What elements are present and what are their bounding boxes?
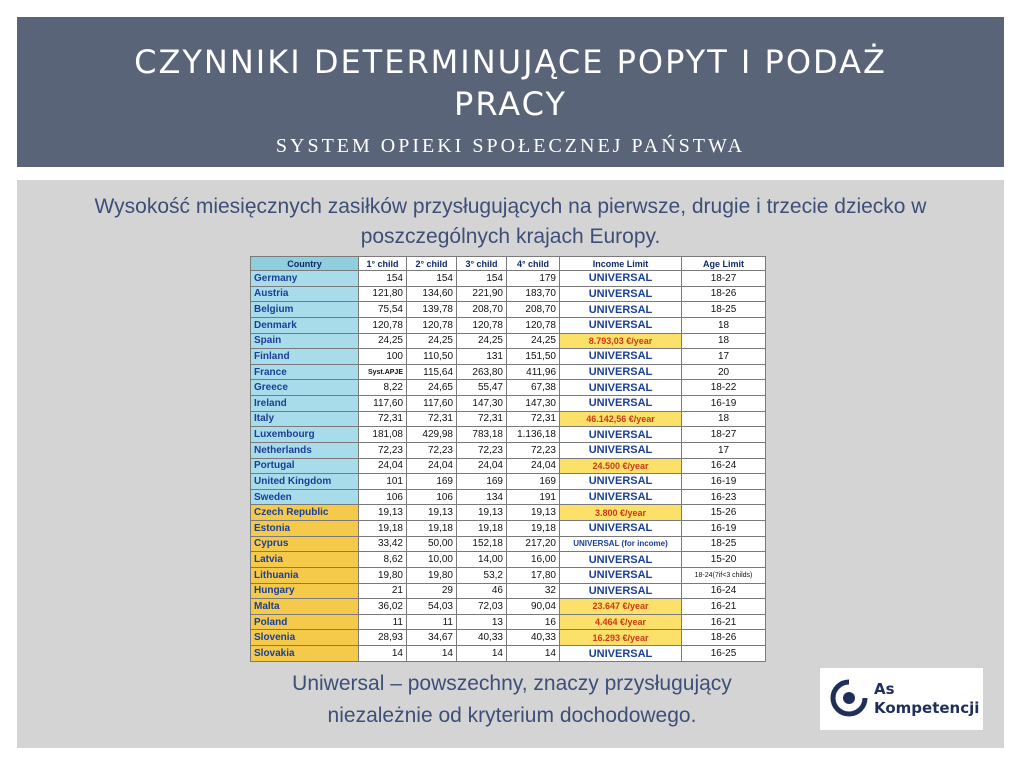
cell-income-limit: UNIVERSAL [560, 364, 682, 380]
cell-child-1: 28,93 [359, 630, 407, 646]
cell-child-2: 106 [407, 489, 457, 505]
cell-age-limit: 16-23 [682, 489, 766, 505]
cell-child-3: 152,18 [457, 536, 507, 552]
cell-country: Slovakia [251, 646, 359, 662]
cell-age-limit: 16-24 [682, 583, 766, 599]
header-age-limit: Age Limit [682, 257, 766, 271]
cell-child-3: 19,18 [457, 521, 507, 537]
cell-income-limit: 46.142,56 €/year [560, 411, 682, 427]
cell-child-2: 19,80 [407, 567, 457, 583]
cell-country: United Kingdom [251, 474, 359, 490]
logo-line-1: As [874, 680, 895, 698]
cell-child-4: 147,30 [507, 396, 560, 412]
cell-child-3: 24,25 [457, 333, 507, 349]
cell-child-1: 19,13 [359, 505, 407, 521]
cell-child-4: 40,33 [507, 630, 560, 646]
cell-child-2: 115,64 [407, 364, 457, 380]
cell-child-4: 208,70 [507, 302, 560, 318]
cell-country: Sweden [251, 489, 359, 505]
cell-child-1: 100 [359, 349, 407, 365]
cell-child-2: 24,04 [407, 458, 457, 474]
cell-child-3: 40,33 [457, 630, 507, 646]
cell-age-limit: 18-27 [682, 271, 766, 287]
cell-child-4: 169 [507, 474, 560, 490]
cell-child-1: 8,62 [359, 552, 407, 568]
cell-child-4: 1.136,18 [507, 427, 560, 443]
table-row [251, 458, 766, 474]
cell-child-1: Syst.APJE [359, 364, 407, 380]
cell-child-2: 29 [407, 583, 457, 599]
cell-child-1: 120,78 [359, 317, 407, 333]
cell-child-3: 263,80 [457, 364, 507, 380]
cell-income-limit: UNIVERSAL (for income) [560, 536, 682, 552]
cell-child-4: 191 [507, 489, 560, 505]
table-row [251, 302, 766, 318]
cell-country: Hungary [251, 583, 359, 599]
cell-child-2: 50,00 [407, 536, 457, 552]
cell-child-4: 19,18 [507, 521, 560, 537]
table-row [251, 364, 766, 380]
cell-income-limit: UNIVERSAL [560, 442, 682, 458]
cell-country: Greece [251, 380, 359, 396]
table-row [251, 505, 766, 521]
cell-country: Finland [251, 349, 359, 365]
cell-child-4: 32 [507, 583, 560, 599]
cell-age-limit: 18-26 [682, 286, 766, 302]
cell-child-1: 21 [359, 583, 407, 599]
benefits-table [250, 256, 766, 662]
cell-child-3: 154 [457, 271, 507, 287]
cell-child-2: 72,31 [407, 411, 457, 427]
table-row [251, 599, 766, 615]
cell-child-2: 19,13 [407, 505, 457, 521]
cell-age-limit: 18-22 [682, 380, 766, 396]
cell-child-2: 72,23 [407, 442, 457, 458]
cell-child-3: 169 [457, 474, 507, 490]
cell-income-limit: UNIVERSAL [560, 271, 682, 287]
footnote-text: Uniwersal – powszechny, znaczy przysługujący niezależnie od kryterium dochodowego. [292, 672, 732, 727]
cell-child-3: 72,23 [457, 442, 507, 458]
cell-child-3: 19,13 [457, 505, 507, 521]
slide-title [17, 41, 1004, 125]
cell-child-3: 134 [457, 489, 507, 505]
cell-country: Estonia [251, 521, 359, 537]
cell-child-1: 14 [359, 646, 407, 662]
table-row [251, 317, 766, 333]
cell-country: Slovenia [251, 630, 359, 646]
cell-child-2: 19,18 [407, 521, 457, 537]
cell-income-limit: UNIVERSAL [560, 567, 682, 583]
cell-child-1: 8,22 [359, 380, 407, 396]
cell-child-3: 14,00 [457, 552, 507, 568]
table-row [251, 271, 766, 287]
cell-child-4: 72,23 [507, 442, 560, 458]
cell-child-4: 183,70 [507, 286, 560, 302]
cell-child-1: 75,54 [359, 302, 407, 318]
cell-child-4: 16 [507, 614, 560, 630]
cell-child-1: 181,08 [359, 427, 407, 443]
cell-age-limit: 18-27 [682, 427, 766, 443]
cell-child-1: 33,42 [359, 536, 407, 552]
cell-child-3: 13 [457, 614, 507, 630]
logo-mark-icon [830, 679, 868, 717]
table-row [251, 411, 766, 427]
cell-country: Luxembourg [251, 427, 359, 443]
cell-income-limit: UNIVERSAL [560, 489, 682, 505]
cell-child-1: 72,31 [359, 411, 407, 427]
table-row [251, 442, 766, 458]
cell-child-3: 72,03 [457, 599, 507, 615]
cell-child-3: 14 [457, 646, 507, 662]
table-row [251, 583, 766, 599]
cell-child-3: 24,04 [457, 458, 507, 474]
cell-child-2: 429,98 [407, 427, 457, 443]
slide-subtitle: SYSTEM OPIEKI SPOŁECZNEJ PAŃSTWA [275, 135, 746, 157]
logo-line-2: Kompetencji [874, 699, 980, 717]
cell-child-4: 72,31 [507, 411, 560, 427]
cell-child-4: 24,04 [507, 458, 560, 474]
cell-child-2: 134,60 [407, 286, 457, 302]
cell-income-limit: UNIVERSAL [560, 474, 682, 490]
cell-income-limit: UNIVERSAL [560, 396, 682, 412]
cell-child-3: 221,90 [457, 286, 507, 302]
cell-age-limit: 18-24(7if<3 childs) [682, 567, 766, 583]
table-row [251, 380, 766, 396]
table-row [251, 489, 766, 505]
cell-child-2: 169 [407, 474, 457, 490]
cell-income-limit: 23.647 €/year [560, 599, 682, 615]
cell-country: Ireland [251, 396, 359, 412]
cell-age-limit: 18-26 [682, 630, 766, 646]
table-row [251, 567, 766, 583]
cell-age-limit: 18 [682, 333, 766, 349]
header-income-limit: Income Limit [560, 257, 682, 271]
table-row [251, 286, 766, 302]
cell-age-limit: 16-25 [682, 646, 766, 662]
cell-child-1: 36,02 [359, 599, 407, 615]
cell-child-4: 179 [507, 271, 560, 287]
cell-child-2: 120,78 [407, 317, 457, 333]
table-body [251, 271, 766, 662]
cell-child-4: 120,78 [507, 317, 560, 333]
cell-child-1: 72,23 [359, 442, 407, 458]
cell-child-4: 67,38 [507, 380, 560, 396]
slide-header [17, 17, 1004, 167]
cell-age-limit: 15-26 [682, 505, 766, 521]
cell-income-limit: 4.464 €/year [560, 614, 682, 630]
table-row [251, 521, 766, 537]
cell-country: Poland [251, 614, 359, 630]
cell-income-limit: UNIVERSAL [560, 302, 682, 318]
cell-child-3: 147,30 [457, 396, 507, 412]
cell-child-4: 24,25 [507, 333, 560, 349]
table-row [251, 614, 766, 630]
cell-age-limit: 16-21 [682, 599, 766, 615]
cell-child-4: 217,20 [507, 536, 560, 552]
cell-child-2: 14 [407, 646, 457, 662]
title-line-2: PRACY [454, 85, 567, 123]
cell-income-limit: UNIVERSAL [560, 317, 682, 333]
cell-country: Czech Republic [251, 505, 359, 521]
cell-age-limit: 15-20 [682, 552, 766, 568]
cell-child-3: 208,70 [457, 302, 507, 318]
cell-income-limit: UNIVERSAL [560, 380, 682, 396]
cell-child-3: 55,47 [457, 380, 507, 396]
cell-child-3: 783,18 [457, 427, 507, 443]
table-row [251, 427, 766, 443]
cell-child-2: 34,67 [407, 630, 457, 646]
cell-income-limit: 24.500 €/year [560, 458, 682, 474]
cell-child-1: 11 [359, 614, 407, 630]
content-panel [17, 180, 1004, 748]
table-row [251, 349, 766, 365]
cell-income-limit: UNIVERSAL [560, 521, 682, 537]
cell-child-2: 110,50 [407, 349, 457, 365]
cell-income-limit: 3.800 €/year [560, 505, 682, 521]
table-row [251, 630, 766, 646]
cell-income-limit: UNIVERSAL [560, 349, 682, 365]
cell-child-4: 17,80 [507, 567, 560, 583]
cell-income-limit: UNIVERSAL [560, 286, 682, 302]
cell-child-1: 19,80 [359, 567, 407, 583]
cell-age-limit: 16-24 [682, 458, 766, 474]
cell-child-2: 139,78 [407, 302, 457, 318]
cell-child-1: 106 [359, 489, 407, 505]
table-row [251, 396, 766, 412]
table-row [251, 474, 766, 490]
cell-child-1: 24,04 [359, 458, 407, 474]
header-child-3: 3° child [457, 257, 507, 271]
cell-country: Netherlands [251, 442, 359, 458]
cell-child-4: 14 [507, 646, 560, 662]
cell-country: Malta [251, 599, 359, 615]
cell-country: Germany [251, 271, 359, 287]
cell-child-2: 11 [407, 614, 457, 630]
cell-age-limit: 18 [682, 411, 766, 427]
cell-child-1: 24,25 [359, 333, 407, 349]
cell-age-limit: 17 [682, 349, 766, 365]
cell-age-limit: 18-25 [682, 302, 766, 318]
cell-child-3: 53,2 [457, 567, 507, 583]
table-row [251, 646, 766, 662]
cell-country: Spain [251, 333, 359, 349]
cell-income-limit: UNIVERSAL [560, 427, 682, 443]
table-row [251, 552, 766, 568]
cell-child-2: 24,65 [407, 380, 457, 396]
cell-country: Lithuania [251, 567, 359, 583]
table-header-row [251, 257, 766, 271]
benefits-table-container [250, 256, 765, 662]
cell-child-4: 19,13 [507, 505, 560, 521]
cell-country: Denmark [251, 317, 359, 333]
cell-child-2: 117,60 [407, 396, 457, 412]
cell-country: Portugal [251, 458, 359, 474]
cell-child-2: 54,03 [407, 599, 457, 615]
cell-child-1: 101 [359, 474, 407, 490]
cell-income-limit: 8.793,03 €/year [560, 333, 682, 349]
cell-country: Belgium [251, 302, 359, 318]
cell-age-limit: 16-19 [682, 474, 766, 490]
table-row [251, 333, 766, 349]
cell-age-limit: 16-19 [682, 396, 766, 412]
logo-text [874, 680, 979, 718]
cell-child-4: 411,96 [507, 364, 560, 380]
cell-age-limit: 16-21 [682, 614, 766, 630]
cell-age-limit: 18 [682, 317, 766, 333]
cell-age-limit: 16-19 [682, 521, 766, 537]
header-child-4: 4° child [507, 257, 560, 271]
cell-child-3: 120,78 [457, 317, 507, 333]
table-row [251, 536, 766, 552]
cell-child-4: 16,00 [507, 552, 560, 568]
cell-country: Italy [251, 411, 359, 427]
header-country: Country [251, 257, 359, 271]
cell-age-limit: 20 [682, 364, 766, 380]
cell-income-limit: UNIVERSAL [560, 552, 682, 568]
cell-child-1: 121,80 [359, 286, 407, 302]
cell-country: France [251, 364, 359, 380]
lead-text: Wysokość miesięcznych zasiłków przysługujących na pierwsze, drugie i trzecie dziecko w poszczególnych krajach Europy. [94, 195, 927, 248]
cell-country: Austria [251, 286, 359, 302]
cell-child-2: 10,00 [407, 552, 457, 568]
header-child-1: 1° child [359, 257, 407, 271]
cell-child-2: 24,25 [407, 333, 457, 349]
cell-income-limit: UNIVERSAL [560, 583, 682, 599]
cell-child-4: 151,50 [507, 349, 560, 365]
logo [820, 668, 983, 730]
cell-child-3: 131 [457, 349, 507, 365]
cell-country: Cyprus [251, 536, 359, 552]
cell-child-2: 154 [407, 271, 457, 287]
cell-child-3: 72,31 [457, 411, 507, 427]
cell-child-4: 90,04 [507, 599, 560, 615]
cell-income-limit: 16.293 €/year [560, 630, 682, 646]
cell-child-3: 46 [457, 583, 507, 599]
cell-child-1: 19,18 [359, 521, 407, 537]
cell-age-limit: 17 [682, 442, 766, 458]
header-child-2: 2° child [407, 257, 457, 271]
title-line-1: CZYNNIKI DETERMINUJĄCE POPYT I PODAŻ [134, 43, 887, 81]
cell-child-1: 117,60 [359, 396, 407, 412]
cell-child-1: 154 [359, 271, 407, 287]
cell-income-limit: UNIVERSAL [560, 646, 682, 662]
cell-age-limit: 18-25 [682, 536, 766, 552]
cell-country: Latvia [251, 552, 359, 568]
